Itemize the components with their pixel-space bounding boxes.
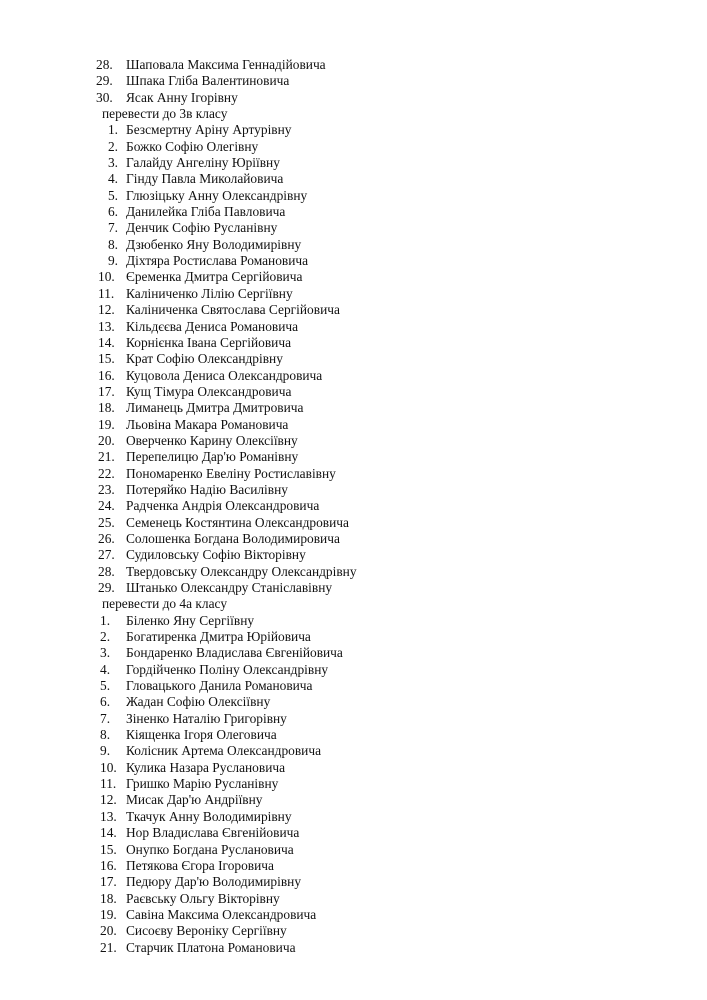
item-number: 7. xyxy=(107,220,118,236)
item-number: 19. xyxy=(100,906,117,922)
student-name: Льовіна Макара Романовича xyxy=(126,416,289,432)
item-number: 20. xyxy=(100,923,117,939)
item-number: 19. xyxy=(98,416,115,432)
item-number: 6. xyxy=(100,694,111,710)
student-name: Гловацького Данила Романовича xyxy=(126,678,313,694)
student-name: Кіященка Ігоря Олеговича xyxy=(126,727,277,743)
student-name: Перепелицю Дар'ю Романівну xyxy=(126,449,299,465)
list-item xyxy=(0,727,707,743)
list-item xyxy=(0,220,707,236)
student-name: Колісник Артема Олександровича xyxy=(126,743,322,759)
list-item xyxy=(0,171,707,187)
list-item xyxy=(0,498,707,514)
list-item xyxy=(0,400,707,416)
student-name: Кільдєєва Дениса Романовича xyxy=(126,318,299,334)
student-name: Ткачук Анну Володимирівну xyxy=(126,808,292,824)
list-item xyxy=(0,449,707,465)
list-item xyxy=(0,269,707,285)
list-item xyxy=(0,809,707,825)
item-number: 13. xyxy=(98,318,115,334)
item-number: 15. xyxy=(98,351,115,367)
student-name: Шпака Гліба Валентиновича xyxy=(126,73,290,89)
list-item xyxy=(0,482,707,498)
student-name: Бондаренко Владислава Євгенійовича xyxy=(126,645,343,661)
list-item xyxy=(0,319,707,335)
list-item xyxy=(0,907,707,923)
item-number: 12. xyxy=(98,302,115,318)
student-name: Солошенка Богдана Володимировича xyxy=(126,530,340,546)
item-number: 21. xyxy=(100,939,117,955)
list-item xyxy=(0,73,707,89)
item-number: 16. xyxy=(100,857,117,873)
list-item xyxy=(0,629,707,645)
list-group-c xyxy=(0,613,707,956)
item-number: 8. xyxy=(100,727,111,743)
list-item xyxy=(0,678,707,694)
item-number: 12. xyxy=(100,792,117,808)
item-number: 10. xyxy=(100,759,117,775)
list-item xyxy=(0,531,707,547)
document-page xyxy=(0,57,707,956)
student-name: Данилейка Гліба Павловича xyxy=(126,204,286,220)
student-name: Гінду Павла Миколайовича xyxy=(126,171,284,187)
student-name: Потеряйко Надію Василівну xyxy=(126,481,288,497)
student-name: Куцовола Дениса Олександровича xyxy=(126,367,323,383)
item-number: 14. xyxy=(100,825,117,841)
student-name: Кулика Назара Руслановича xyxy=(126,759,286,775)
student-name: Біленко Яну Сергіївну xyxy=(126,612,255,628)
item-number: 26. xyxy=(98,530,115,546)
student-name: Сисоєву Вероніку Сергіївну xyxy=(126,923,287,939)
list-item xyxy=(0,90,707,106)
list-item xyxy=(0,694,707,710)
list-item xyxy=(0,580,707,596)
item-number: 18. xyxy=(98,400,115,416)
student-name: Нор Владислава Євгенійовича xyxy=(126,825,300,841)
item-number: 10. xyxy=(98,269,115,285)
student-name: Каліниченка Святослава Сергійовича xyxy=(126,302,340,318)
item-number: 3. xyxy=(100,645,111,661)
item-number: 27. xyxy=(98,547,115,563)
list-item xyxy=(0,858,707,874)
list-item xyxy=(0,645,707,661)
student-name: Твердовську Олександру Олександрівну xyxy=(126,563,357,579)
item-number: 28. xyxy=(98,563,115,579)
list-item xyxy=(0,613,707,629)
item-number: 1. xyxy=(107,122,118,138)
item-number: 8. xyxy=(107,236,118,252)
list-item xyxy=(0,662,707,678)
item-number: 30. xyxy=(96,89,113,105)
item-number: 14. xyxy=(98,334,115,350)
item-number: 17. xyxy=(100,874,117,890)
list-item xyxy=(0,335,707,351)
item-number: 11. xyxy=(100,776,117,792)
student-name: Судиловську Софію Вікторівну xyxy=(126,547,306,563)
student-name: Єременка Дмитра Сергійовича xyxy=(126,269,303,285)
student-name: Гришко Марію Русланівну xyxy=(126,776,279,792)
section-heading-4a: перевести до 4а класу xyxy=(102,596,228,612)
list-item xyxy=(0,433,707,449)
item-number: 21. xyxy=(98,449,115,465)
student-name: Раєвську Ольгу Вікторівну xyxy=(126,890,280,906)
item-number: 28. xyxy=(96,57,113,72)
item-number: 18. xyxy=(100,890,117,906)
list-group-b xyxy=(0,122,707,596)
student-name: Корнієнка Івана Сергійовича xyxy=(126,334,292,350)
item-number: 11. xyxy=(98,285,115,301)
list-item xyxy=(0,188,707,204)
student-name: Глюзіцьку Анну Олександрівну xyxy=(126,187,308,203)
list-item xyxy=(0,760,707,776)
list-item xyxy=(0,564,707,580)
student-name: Дзюбенко Яну Володимирівну xyxy=(126,236,302,252)
student-name: Старчик Платона Романовича xyxy=(126,939,296,955)
list-item xyxy=(0,792,707,808)
item-number: 29. xyxy=(96,73,113,89)
item-number: 3. xyxy=(107,155,118,171)
item-number: 16. xyxy=(98,367,115,383)
item-number: 23. xyxy=(98,481,115,497)
student-name: Педюру Дар'ю Володимирівну xyxy=(126,874,302,890)
item-number: 6. xyxy=(107,204,118,220)
list-item xyxy=(0,253,707,269)
student-name: Денчик Софію Русланівну xyxy=(126,220,278,236)
student-name: Пономаренко Евеліну Ростиславівну xyxy=(126,465,336,481)
list-item xyxy=(0,122,707,138)
student-name: Галайду Ангеліну Юріївну xyxy=(126,155,280,171)
student-name: Зіненко Наталію Григорівну xyxy=(126,710,287,726)
list-item xyxy=(0,842,707,858)
list-item xyxy=(0,139,707,155)
list-item xyxy=(0,155,707,171)
list-item xyxy=(0,466,707,482)
item-number: 9. xyxy=(100,743,111,759)
list-item xyxy=(0,547,707,563)
student-name: Гордійченко Поліну Олександрівну xyxy=(126,661,329,677)
list-item xyxy=(0,384,707,400)
student-name: Лиманець Дмитра Дмитровича xyxy=(126,400,304,416)
list-item xyxy=(0,351,707,367)
student-name: Радченка Андрія Олександровича xyxy=(126,498,320,514)
list-item xyxy=(0,57,707,73)
student-name: Кущ Тімура Олександровича xyxy=(126,383,292,399)
list-item xyxy=(0,237,707,253)
item-number: 22. xyxy=(98,465,115,481)
student-name: Безсмертну Аріну Артурівну xyxy=(126,122,292,138)
list-item xyxy=(0,286,707,302)
list-item xyxy=(0,825,707,841)
item-number: 4. xyxy=(100,661,111,677)
item-number: 24. xyxy=(98,498,115,514)
student-name: Мисак Дар'ю Андріївну xyxy=(126,792,263,808)
item-number: 2. xyxy=(100,629,111,645)
list-item xyxy=(0,940,707,956)
item-number: 13. xyxy=(100,808,117,824)
list-item xyxy=(0,776,707,792)
list-item xyxy=(0,711,707,727)
item-number: 15. xyxy=(100,841,117,857)
student-name: Оверченко Карину Олексіївну xyxy=(126,432,298,448)
list-item xyxy=(0,891,707,907)
student-name: Діхтяра Ростислава Романовича xyxy=(126,253,309,269)
item-number: 20. xyxy=(98,432,115,448)
student-name: Божко Софію Олегівну xyxy=(126,138,259,154)
list-item xyxy=(0,368,707,384)
student-name: Онупко Богдана Руслановича xyxy=(126,841,294,857)
list-item xyxy=(0,743,707,759)
list-item xyxy=(0,204,707,220)
item-number: 7. xyxy=(100,710,111,726)
student-name: Богатиренка Дмитра Юрійовича xyxy=(126,629,311,645)
item-number: 2. xyxy=(107,138,118,154)
section-heading-3v: перевести до 3в класу xyxy=(102,106,228,122)
student-name: Ясак Анну Ігорівну xyxy=(126,89,238,105)
student-name: Штанько Олександру Станіславівну xyxy=(126,580,333,595)
student-name: Шаповала Максима Геннадійовича xyxy=(126,57,326,72)
item-number: 25. xyxy=(98,514,115,530)
list-item xyxy=(0,874,707,890)
item-number: 29. xyxy=(98,580,115,595)
student-name: Каліниченко Лілію Сергіївну xyxy=(126,285,293,301)
student-name: Крат Софію Олександрівну xyxy=(126,351,283,367)
student-name: Петякова Єгора Ігоровича xyxy=(126,857,274,873)
list-item xyxy=(0,417,707,433)
student-name: Жадан Софію Олексіївну xyxy=(126,694,271,710)
item-number: 5. xyxy=(100,678,111,694)
item-number: 1. xyxy=(100,612,111,628)
item-number: 5. xyxy=(107,187,118,203)
item-number: 9. xyxy=(107,253,118,269)
list-item xyxy=(0,515,707,531)
list-item xyxy=(0,302,707,318)
student-name: Семенець Костянтина Олександровича xyxy=(126,514,349,530)
list-item xyxy=(0,923,707,939)
item-number: 4. xyxy=(107,171,118,187)
list-group-a xyxy=(0,57,707,106)
student-name: Савіна Максима Олександровича xyxy=(126,906,317,922)
item-number: 17. xyxy=(98,383,115,399)
